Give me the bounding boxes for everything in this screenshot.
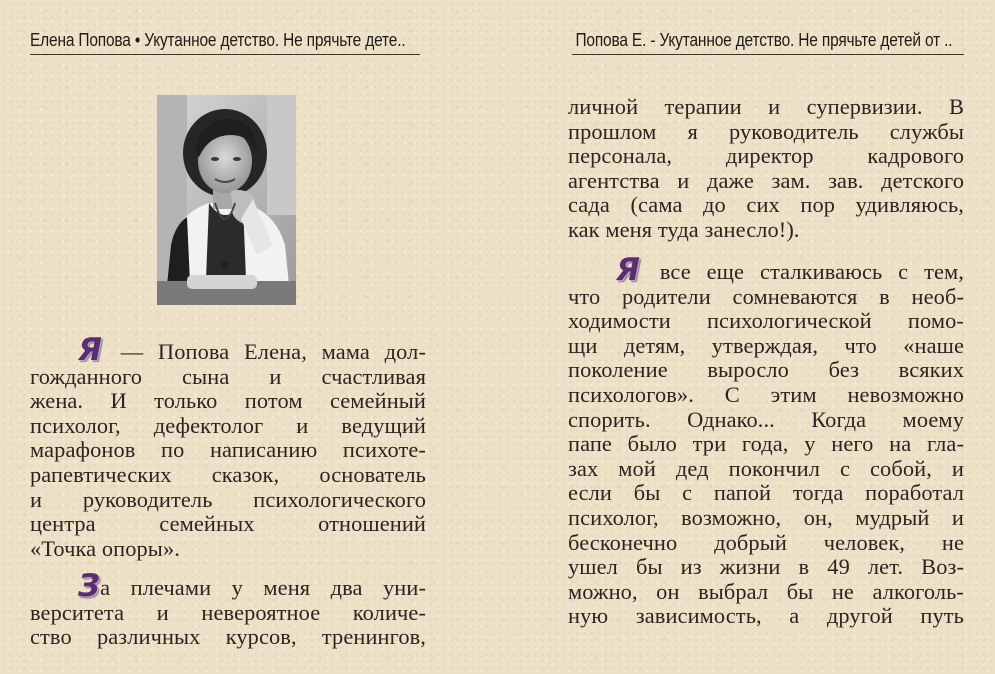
left-page	[30, 0, 426, 674]
text-line	[568, 252, 964, 288]
text-line: зах мой дед покончил с собой, и	[568, 455, 964, 481]
left-header-text: Елена Попова • Укутанное детство. Не прячьте дете..	[30, 30, 406, 50]
dropcap: Я	[78, 332, 102, 368]
right-header-text: Попова Е. - Укутанное детство. Не прячьте детей от ..	[575, 30, 953, 50]
text-line: сада (сама до сих пор удивляюсь,	[568, 192, 964, 218]
text-line: гожданного сына и счастливая	[30, 363, 426, 389]
text-line: рапевтических сказок, основатель	[30, 461, 426, 487]
paragraph	[568, 252, 964, 288]
text-line: ство различных курсов, тренингов,	[30, 624, 426, 650]
dropcap: З	[78, 568, 101, 604]
right-paragraph-2	[568, 252, 964, 629]
paragraph	[30, 568, 426, 604]
text-line: ходимости психологической помо-	[568, 308, 964, 334]
text-line-content: все еще сталкиваюсь с тем,	[659, 259, 964, 284]
text-line: можно, он выбрал бы не алкоголь-	[568, 578, 964, 604]
text-line: прошлом я руководитель службы	[568, 118, 964, 144]
text-line: бесконечно добрый человек, не	[568, 529, 964, 555]
right-page	[568, 0, 964, 674]
right-running-header	[572, 26, 964, 55]
dropcap: Я	[616, 252, 640, 288]
text-line-content: а плечами у меня два уни-	[100, 575, 426, 600]
left-paragraph-2	[30, 568, 426, 650]
right-paragraph-1	[568, 95, 964, 243]
text-line: агентства и даже зам. зав. детского	[568, 167, 964, 193]
text-line: как меня туда занесло!).	[568, 216, 800, 242]
text-line	[30, 332, 426, 368]
text-line	[30, 568, 426, 604]
text-line: марафонов по написанию психоте-	[30, 437, 426, 463]
text-line: личной терапии и супервизии. В	[568, 94, 964, 119]
text-line: щи детям, утверждая, что «наше	[568, 332, 964, 358]
text-line: папе было три года, у него на гла-	[568, 431, 964, 457]
text-line: жена. И только потом семейный	[30, 388, 426, 414]
left-running-header	[30, 26, 420, 55]
text-line: спорить. Однако... Когда моему	[568, 406, 964, 432]
text-line: центра семейных отношений	[30, 511, 426, 537]
paragraph	[30, 332, 426, 368]
text-line: психологов». С этим невозможно	[568, 381, 964, 407]
text-line: персонала, директор кадрового	[568, 143, 964, 169]
text-line: ушел бы из жизни в 49 лет. Воз-	[568, 554, 964, 580]
left-paragraph-1	[30, 332, 426, 561]
text-line: ную зависимость, а другой путь	[568, 603, 964, 629]
text-line: поколение выросло без всяких	[568, 357, 964, 383]
author-photo-image	[157, 95, 296, 305]
text-line: психолог, возможно, он, мудрый и	[568, 504, 964, 530]
text-line: и руководитель психологического	[30, 486, 426, 512]
text-line: психолог, дефектолог и ведущий	[30, 412, 426, 438]
text-line: «Точка опоры».	[30, 535, 180, 561]
text-line: если бы с папой тогда поработал	[568, 480, 964, 506]
text-line-content: — Попова Елена, мама дол-	[120, 339, 426, 364]
text-line: что родители сомневаются в необ-	[568, 283, 964, 309]
author-photo	[157, 95, 296, 305]
text-line: верситета и невероятное количе-	[30, 599, 426, 625]
